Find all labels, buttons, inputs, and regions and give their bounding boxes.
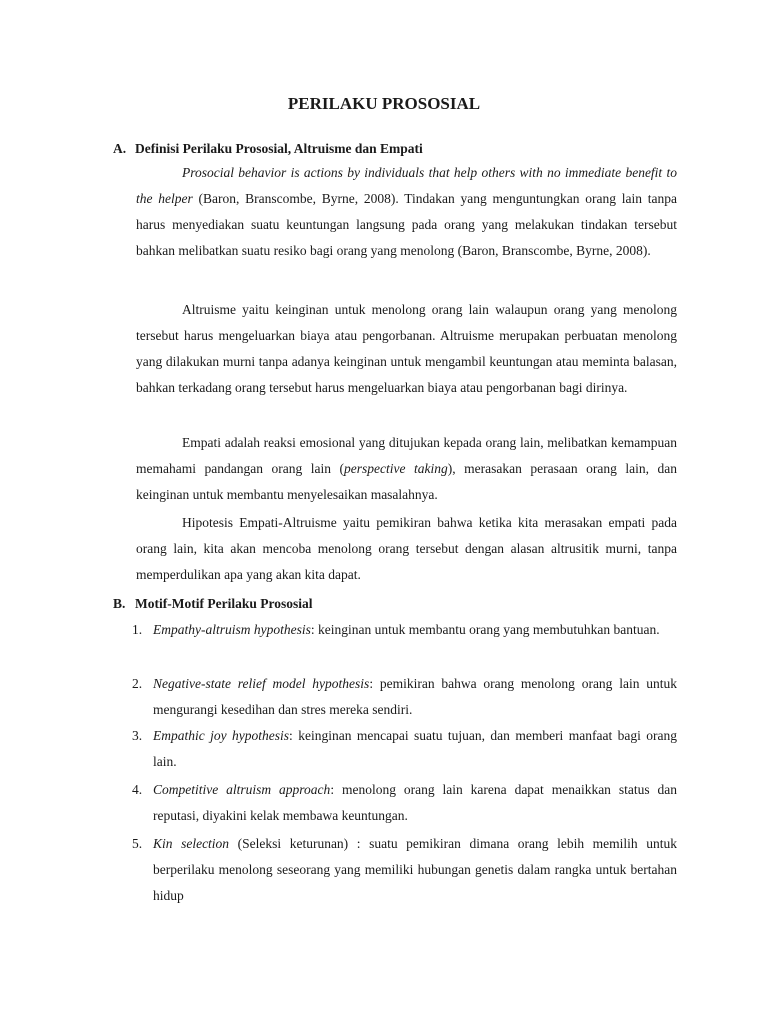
list-item <box>132 617 677 643</box>
list-item-term: Negative-state relief model hypothesis <box>153 676 370 691</box>
prosocial-definition-italic: Prosocial behavior is actions by individuals that help others with no immediate benefit to the helper <box>136 165 677 206</box>
section-a-heading <box>113 140 683 158</box>
list-item <box>132 723 677 775</box>
list-item-number: 5. <box>132 836 143 851</box>
paragraph-empathy-altruism-hypothesis: Hipotesis Empati-Altruisme yaitu pemikiran bahwa ketika kita merasakan empati pada orang lain, kita akan mencoba menolong orang tersebut dengan alasan altrusitik murni, tanpa memperdulikan apa yang akan kita dapat. <box>136 515 677 582</box>
section-a-letter: A. <box>113 141 127 156</box>
list-item-separator: : <box>310 622 315 637</box>
paragraph-altruism: Altruisme yaitu keinginan untuk menolong orang lain walaupun orang yang menolong tersebut harus mengeluarkan biaya atau pengorbanan. Altruisme merupakan perbuatan menolong yang dilakukan murni tanpa adanya keinginan untuk mengambil keuntungan atau meminta balasan, bahkan terkadang orang tersebut harus mengeluarkan biaya atau pengorbanan bagi dirinya. <box>136 302 677 395</box>
list-item-separator: : <box>330 782 335 797</box>
page-title: PERILAKU PROSOSIAL <box>287 94 481 113</box>
list-item-description: keinginan untuk membantu orang yang membutuhkan bantuan. <box>314 622 660 637</box>
prosocial-definition-text: (Baron, Branscombe, Byrne, 2008). Tindakan yang menguntungkan orang lain tanpa harus menyediakan suatu keuntungan langsung pada orang yang melakukan tindakan tersebut bahkan melibatkan suatu resiko bagi orang yang menolong (Baron, Branscombe, Byrne, 2008). <box>136 191 677 258</box>
list-item <box>132 671 677 723</box>
section-b-title: Motif-Motif Perilaku Prososial <box>135 596 313 611</box>
list-item-term: Empathy-altruism hypothesis <box>153 622 311 637</box>
list-item <box>132 777 677 829</box>
list-item-number: 3. <box>132 728 143 743</box>
empathy-text-before: Empati adalah reaksi emosional yang ditujukan kepada orang lain, melibatkan kemampuan memahami pandangan orang lain ( <box>136 435 677 476</box>
list-item-number: 4. <box>132 782 143 797</box>
empathy-italic-term: perspective taking <box>344 461 448 476</box>
section-b-letter: B. <box>113 596 126 611</box>
paragraph-prosocial-definition <box>136 160 677 264</box>
list-item-description: (Seleksi keturunan) : suatu pemikiran dimana orang lebih memilih untuk berperilaku menolong seseorang yang memiliki hubungan genetis dalam rangka untuk bertahan hidup <box>153 836 677 903</box>
section-a-title: Definisi Perilaku Prososial, Altruisme dan Empati <box>135 141 423 156</box>
list-item-number: 1. <box>132 622 143 637</box>
list-item-description: menolong orang lain karena dapat menaikkan status dan reputasi, diyakini kelak membawa keuntungan. <box>153 782 677 823</box>
list-item-description: pemikiran bahwa orang menolong orang lain untuk mengurangi kesedihan dan stres mereka sendiri. <box>153 676 677 717</box>
paragraph-empathy <box>136 430 677 508</box>
list-item <box>132 831 677 909</box>
list-item-separator: : <box>289 728 293 743</box>
list-item-number: 2. <box>132 676 143 691</box>
list-item-term: Empathic joy hypothesis <box>153 728 290 743</box>
section-b-heading <box>113 595 683 613</box>
list-item-term: Competitive altruism approach <box>153 782 331 797</box>
list-item-separator: : <box>369 676 374 691</box>
list-item-description: keinginan mencapai suatu tujuan, dan memberi manfaat bagi orang lain. <box>153 728 677 769</box>
empathy-text-after: ), merasakan perasaan orang lain, dan keinginan untuk membantu menyelesaikan masalahnya. <box>136 461 677 502</box>
list-item-term: Kin selection <box>153 836 230 851</box>
